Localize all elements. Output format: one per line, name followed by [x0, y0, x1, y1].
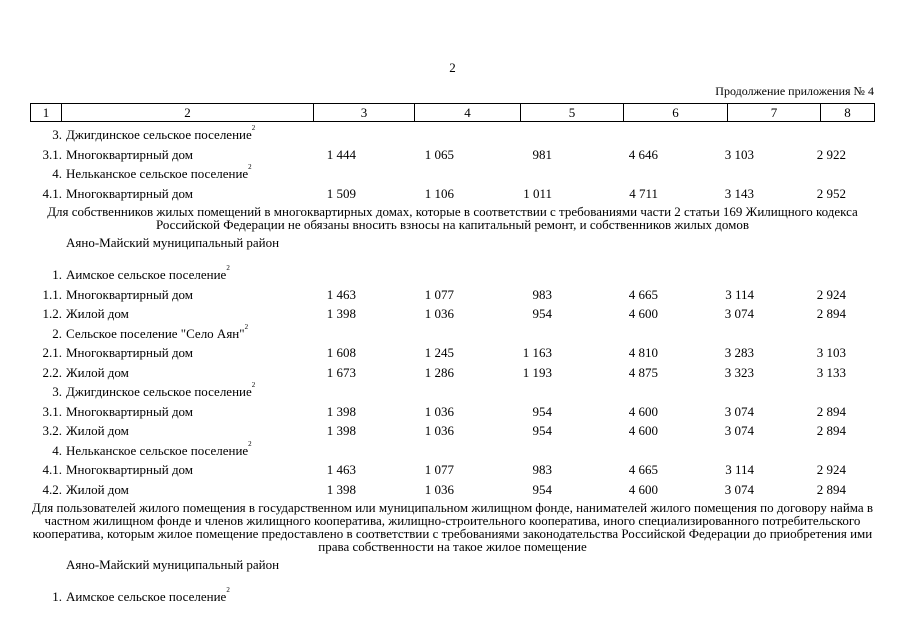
table-row: [30, 184, 875, 204]
table-row: [30, 441, 875, 461]
row-number: 4.2.: [42, 481, 62, 497]
row-name: [66, 480, 129, 500]
page-number: 2: [449, 60, 456, 75]
row-name-text: Многоквартирный дом: [66, 403, 194, 419]
row-name-text: Аяно-Майский муниципальный район: [66, 235, 280, 250]
table-row: [30, 480, 875, 500]
row-number: 4.: [52, 166, 62, 181]
cell-value: 1 106: [424, 185, 454, 201]
row-name: [66, 460, 193, 480]
cell-value: 3 133: [816, 364, 846, 380]
cell-value: 981: [532, 146, 552, 162]
row-name: [66, 145, 193, 165]
cell-value: 4 646: [628, 146, 658, 162]
row-name: [66, 558, 281, 571]
cell-value: 3 074: [724, 423, 754, 438]
table-row: [30, 324, 875, 344]
row-name: [66, 324, 248, 344]
column-header-5: 5: [521, 104, 624, 122]
table-row: [30, 285, 875, 305]
column-header-table: [30, 103, 875, 122]
row-number: 3.: [52, 384, 62, 399]
column-header-6: 6: [624, 104, 728, 122]
cell-value: 954: [532, 306, 552, 321]
continuation-label: Продолжение приложения № 4: [715, 84, 874, 98]
row-name: [66, 285, 193, 305]
row-name-text: Жилой дом: [66, 481, 129, 497]
cell-value: 1 608: [326, 345, 356, 360]
footnote-marker: 2: [226, 264, 230, 272]
footnote-marker: 2: [251, 381, 256, 389]
cell-value: 3 074: [724, 403, 754, 419]
cell-value: 3 114: [725, 286, 754, 302]
table-row: [30, 587, 875, 607]
cell-value: 1 036: [424, 403, 454, 419]
cell-value: 2 894: [816, 481, 846, 497]
row-number: 2.: [52, 325, 62, 341]
cell-value: 1 036: [424, 481, 454, 497]
row-name: [66, 382, 255, 402]
cell-value: 3 283: [724, 345, 754, 360]
row-name-text: Многоквартирный дом: [66, 286, 194, 302]
table-row: [30, 235, 875, 265]
cell-value: 4 600: [628, 403, 658, 419]
row-name-text: Многоквартирный дом: [66, 185, 194, 201]
row-number: 3.: [52, 127, 62, 142]
cell-value: 1 673: [326, 364, 356, 380]
row-name-text: Сельское поселение "Село Аян": [66, 325, 245, 341]
cell-value: 1 245: [424, 345, 454, 360]
row-name-text: Джигдинское сельское поселение: [66, 127, 252, 142]
section-note: Для пользователей жилого помещения в государственном или муниципальном жилищном фонде, нанимателей жилого помещения по договору найма в частном жилищном фонде и членов жилищного кооператива, жилищно-строительного кооператива, иного специализированного потребительского кооператива, которым жилое помещение предоставлено в соответствии с требованиями законодательства Российской Федерации до приобретения ими права собственности на такое жилое помещение: [31, 500, 874, 554]
cell-value: 4 600: [628, 306, 658, 321]
cell-value: 2 894: [816, 423, 846, 438]
row-name-text: Жилой дом: [66, 364, 129, 380]
row-number: 3.1.: [42, 403, 62, 419]
row-name: [66, 125, 255, 145]
row-name: [66, 402, 193, 422]
cell-value: 4 810: [628, 345, 658, 360]
column-header-1: 1: [31, 104, 62, 122]
cell-value: 983: [532, 462, 552, 477]
row-number: 4.1.: [42, 462, 62, 477]
table-row: [30, 460, 875, 480]
table-row: [30, 125, 875, 145]
cell-value: 1 077: [424, 462, 454, 477]
row-name: [66, 184, 193, 204]
cell-value: 3 143: [724, 185, 754, 201]
row-name: [66, 164, 252, 184]
row-name-text: Многоквартирный дом: [66, 345, 194, 360]
cell-value: 3 103: [724, 146, 754, 162]
cell-value: 1 077: [424, 286, 454, 302]
cell-value: 1 398: [326, 306, 356, 321]
cell-value: 4 665: [628, 462, 658, 477]
footnote-marker: 2: [226, 586, 230, 594]
row-name: [66, 236, 281, 249]
table-row: [30, 145, 875, 165]
cell-value: 2 924: [816, 286, 846, 302]
cell-value: 1 444: [326, 146, 356, 162]
footnote-marker: 2: [248, 163, 252, 171]
row-number: 2.2.: [42, 364, 62, 380]
row-name-text: Аимское сельское поселение: [66, 589, 227, 604]
row-number: 1.2.: [42, 306, 62, 321]
cell-value: 1 193: [522, 364, 552, 380]
cell-value: 3 323: [724, 364, 754, 380]
row-name: [66, 343, 193, 363]
cell-value: 4 875: [628, 364, 658, 380]
cell-value: 1 398: [326, 423, 356, 438]
table-body: [30, 125, 875, 607]
table-row: [30, 421, 875, 441]
footnote-marker: 2: [251, 124, 256, 132]
column-header-4: 4: [415, 104, 521, 122]
row-number: 4.: [52, 442, 62, 458]
column-header-7: 7: [728, 104, 821, 122]
section-note: Для собственников жилых помещений в многоквартирных домах, которые в соответствии с требованиями части 2 статьи 169 Жилищного кодекса Российской Федерации не обязаны вносить взносы на капитальный ремонт, и собственников жилых домов: [47, 204, 858, 232]
row-name-text: Многоквартирный дом: [66, 146, 194, 162]
row-name-text: Жилой дом: [66, 306, 129, 321]
row-name: [66, 587, 230, 607]
cell-value: 2 894: [816, 306, 846, 321]
table-row: [30, 343, 875, 363]
cell-value: 3 103: [816, 345, 846, 360]
row-number: 1.1.: [42, 286, 62, 302]
row-name: [66, 265, 230, 285]
row-name: [66, 363, 129, 383]
row-number: 1.: [52, 267, 62, 282]
row-number: 1.: [52, 589, 62, 604]
cell-value: 1 463: [326, 462, 356, 477]
row-number: 4.1.: [42, 185, 62, 201]
cell-value: 2 924: [816, 462, 846, 477]
row-name: [66, 304, 129, 324]
row-name-text: Аимское сельское поселение: [66, 267, 227, 282]
cell-value: 954: [532, 481, 552, 497]
cell-value: 2 894: [816, 403, 846, 419]
column-header-row: [31, 104, 875, 122]
row-name-text: Жилой дом: [66, 423, 129, 438]
cell-value: 1 011: [523, 185, 552, 201]
cell-value: 1 286: [424, 364, 454, 380]
column-header-2: 2: [62, 104, 314, 122]
cell-value: 4 665: [628, 286, 658, 302]
table-row: [30, 265, 875, 285]
row-number: 3.2.: [42, 423, 62, 438]
table-row: [30, 402, 875, 422]
cell-value: 954: [532, 423, 552, 438]
row-name: [66, 421, 129, 441]
row-number: 3.1.: [42, 146, 62, 162]
row-number: 2.1.: [42, 345, 62, 360]
cell-value: 1 163: [522, 345, 552, 360]
footnote-marker: 2: [244, 322, 249, 331]
row-name-text: Нельканское сельское поселение: [66, 442, 249, 458]
row-name-text: Джигдинское сельское поселение: [66, 384, 252, 399]
cell-value: 2 922: [816, 146, 846, 162]
row-name-text: Аяно-Майский муниципальный район: [66, 557, 280, 572]
cell-value: 1 065: [424, 146, 454, 162]
cell-value: 4 711: [629, 185, 658, 201]
cell-value: 4 600: [628, 423, 658, 438]
column-header-8: 8: [821, 104, 875, 122]
cell-value: 1 398: [326, 481, 356, 497]
cell-value: 1 036: [424, 423, 454, 438]
cell-value: 4 600: [628, 481, 658, 497]
cell-value: 3 074: [724, 306, 754, 321]
table-row: [30, 363, 875, 383]
row-name-text: Нельканское сельское поселение: [66, 166, 249, 181]
cell-value: 1 398: [326, 403, 356, 419]
cell-value: 2 952: [816, 185, 846, 201]
cell-value: 983: [532, 286, 552, 302]
column-header-3: 3: [314, 104, 415, 122]
cell-value: 3 114: [725, 462, 754, 477]
cell-value: 954: [532, 403, 552, 419]
cell-value: 1 509: [326, 185, 356, 201]
cell-value: 1 036: [424, 306, 454, 321]
cell-value: 3 074: [724, 481, 754, 497]
footnote-marker: 2: [248, 439, 252, 448]
cell-value: 1 463: [326, 286, 356, 302]
table-row: [30, 382, 875, 402]
table-row: [30, 304, 875, 324]
row-name: [66, 441, 252, 461]
row-name-text: Многоквартирный дом: [66, 462, 194, 477]
table-row: [30, 164, 875, 184]
table-row: [30, 557, 875, 587]
